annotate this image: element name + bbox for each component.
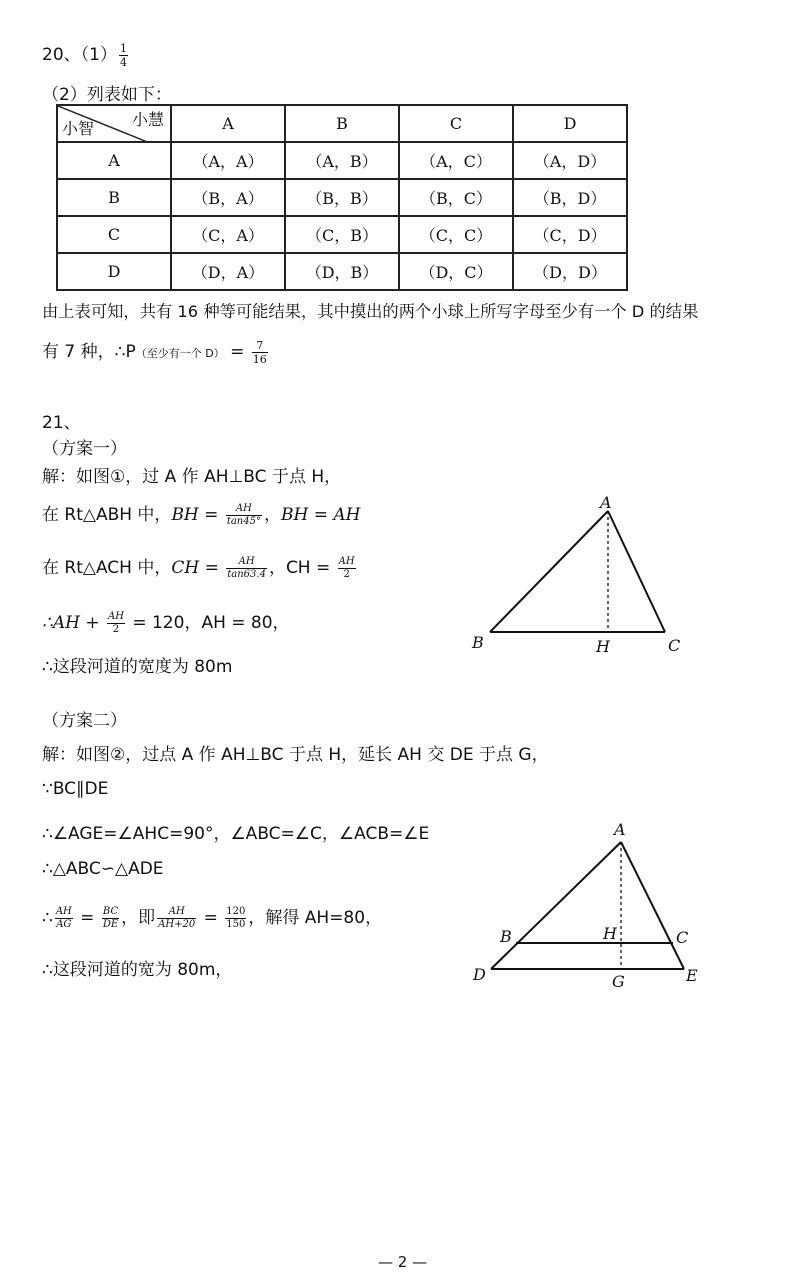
plan1-title: （方案一） xyxy=(42,439,127,459)
plan1-line2-lhs: BH xyxy=(171,505,199,525)
table-row xyxy=(57,216,627,253)
column-header: A xyxy=(171,105,285,142)
plan2-line2: ∵BC∥DE xyxy=(42,779,109,799)
plan1-line3-fraction2: $\frac{AH}{2}$ xyxy=(338,555,355,580)
q21-number: 21、 xyxy=(42,413,81,433)
table-cell: （B，D） xyxy=(513,179,627,216)
column-header: C xyxy=(399,105,513,142)
table-cell: （B，A） xyxy=(171,179,285,216)
plan2-frac-ah-ag: $\frac{AH}{AG}$ xyxy=(55,905,72,930)
header-row-label: 小慧 xyxy=(131,110,164,129)
plan1-line2-tail: BH = AH xyxy=(280,505,361,525)
table-cell: （A，C） xyxy=(399,142,513,179)
table-cell: （A，D） xyxy=(513,142,627,179)
fig1-label-H: H xyxy=(596,637,610,656)
q20-conclusion-prefix: 有 7 种，∴P xyxy=(42,342,136,362)
plan2-line5: ∴ $\frac{AH}{AG}$ = $\frac{BC}{DE}$ ，即 $\frac{AH}{AH+20}$ = $\frac{120}{150}$ ，解得 AH=80， xyxy=(42,905,383,930)
table-header-row xyxy=(57,105,627,142)
row-header: A xyxy=(57,142,171,179)
plan1-line2-fraction: $\frac{AH}{\tan 45^\circ}$ xyxy=(226,502,261,527)
fig1-label-A: A xyxy=(600,493,612,512)
plan2-frac-bc-de: $\frac{BC}{DE}$ xyxy=(102,905,119,930)
q20-number: 20、 xyxy=(42,45,81,65)
plan1-line4-lhs: ∴AH + xyxy=(42,613,100,633)
fig2-label-H: H xyxy=(603,924,617,943)
q20-conclusion-eq: = xyxy=(230,342,245,362)
table-cell: （B，B） xyxy=(285,179,399,216)
q20-part1-answer: $\frac{1}{4}$ xyxy=(119,41,127,69)
table-cell: （C，B） xyxy=(285,216,399,253)
fig2-label-G: G xyxy=(612,972,625,991)
plan2-line3: ∴∠AGE=∠AHC=90°，∠ABC=∠C，∠ACB=∠E xyxy=(42,824,430,844)
fig2-label-D: D xyxy=(473,965,486,984)
table-cell: （D，A） xyxy=(171,253,285,290)
plan1-line4-tail: = 120，AH = 80， xyxy=(132,613,290,633)
fig1-label-B: B xyxy=(472,633,484,652)
fig2-label-E: E xyxy=(686,966,698,985)
plan1-line3-tail: CH = xyxy=(285,558,331,578)
table-row xyxy=(57,142,627,179)
plan2-line4: ∴△ABC∽△ADE xyxy=(42,859,164,879)
plan2-frac-ah-ah20: $\frac{AH}{AH+20}$ xyxy=(158,905,196,930)
column-header: D xyxy=(513,105,627,142)
outcome-table xyxy=(56,104,628,291)
q20-conclusion-fraction: $\frac{7}{16}$ xyxy=(252,338,267,366)
plan2-frac-120-150: $\frac{120}{150}$ xyxy=(226,905,246,930)
table-cell: （D，D） xyxy=(513,253,627,290)
table-row xyxy=(57,253,627,290)
column-header: B xyxy=(285,105,399,142)
table-cell: （D，B） xyxy=(285,253,399,290)
table-cell: （C，C） xyxy=(399,216,513,253)
plan1-line2-prefix: 在 Rt△ABH 中， xyxy=(42,505,172,525)
plan2-title: （方案二） xyxy=(42,711,127,731)
plan1-line3: 在 Rt△ACH 中，CH = $\frac{AH}{\tan 63.4}$ ，CH = $\frac{AH}{2}$ xyxy=(42,555,355,580)
fig1-label-C: C xyxy=(668,636,681,655)
q20-part2-label: （2）列表如下： xyxy=(42,85,172,105)
figure-1-triangle xyxy=(460,485,700,665)
fig2-label-B: B xyxy=(500,927,512,946)
plan1-line1: 解：如图①，过 A 作 AH⊥BC 于点 H， xyxy=(42,467,342,487)
table-corner-cell xyxy=(57,105,171,142)
header-col-label: 小智 xyxy=(62,119,95,138)
table-cell: （A，A） xyxy=(171,142,285,179)
table-cell: （B，C） xyxy=(399,179,513,216)
page-number: — 2 — xyxy=(378,1253,428,1271)
figure-2-triangle xyxy=(470,830,710,990)
q20-conclusion-subscript: （至少有一个 D） xyxy=(135,347,225,360)
plan1-line2: 在 Rt△ABH 中，BH = $\frac{AH}{\tan 45^\circ}$ ，BH = AH xyxy=(42,502,361,527)
plan1-line3-prefix: 在 Rt△ACH 中， xyxy=(42,558,172,578)
plan2-line5-mid: ，即 xyxy=(121,908,156,928)
table-cell: （C，D） xyxy=(513,216,627,253)
row-header: D xyxy=(57,253,171,290)
plan2-line6: ∴这段河道的宽为 80m， xyxy=(42,960,233,980)
plan1-line3-lhs: CH xyxy=(171,558,200,578)
plan2-line5-tail: ，解得 AH=80， xyxy=(248,908,383,928)
q20-header xyxy=(42,40,130,68)
plan1-line3-fraction: $\frac{AH}{\tan 63.4}$ xyxy=(227,555,266,580)
table-cell: （D，C） xyxy=(399,253,513,290)
plan1-line5: ∴这段河道的宽度为 80m xyxy=(42,657,233,677)
plan2-line1: 解：如图②，过点 A 作 AH⊥BC 于点 H，延长 AH 交 DE 于点 G， xyxy=(42,745,549,765)
row-header: C xyxy=(57,216,171,253)
q20-conclusion-line1: 由上表可知，共有 16 种等可能结果，其中摸出的两个小球上所写字母至少有一个 D 的结果 xyxy=(42,302,699,321)
plan1-line4-fraction: $\frac{AH}{2}$ xyxy=(107,610,124,635)
q20-part1-label: （1） xyxy=(80,45,117,65)
plan1-line4 xyxy=(42,608,290,635)
row-header: B xyxy=(57,179,171,216)
fig2-label-C: C xyxy=(676,928,689,947)
table-cell: （C，A） xyxy=(171,216,285,253)
table-row xyxy=(57,179,627,216)
plan2-line5-prefix: ∴ xyxy=(42,908,53,928)
table-cell: （A，B） xyxy=(285,142,399,179)
q20-conclusion-line2 xyxy=(42,337,270,365)
fig2-label-A: A xyxy=(614,820,626,839)
